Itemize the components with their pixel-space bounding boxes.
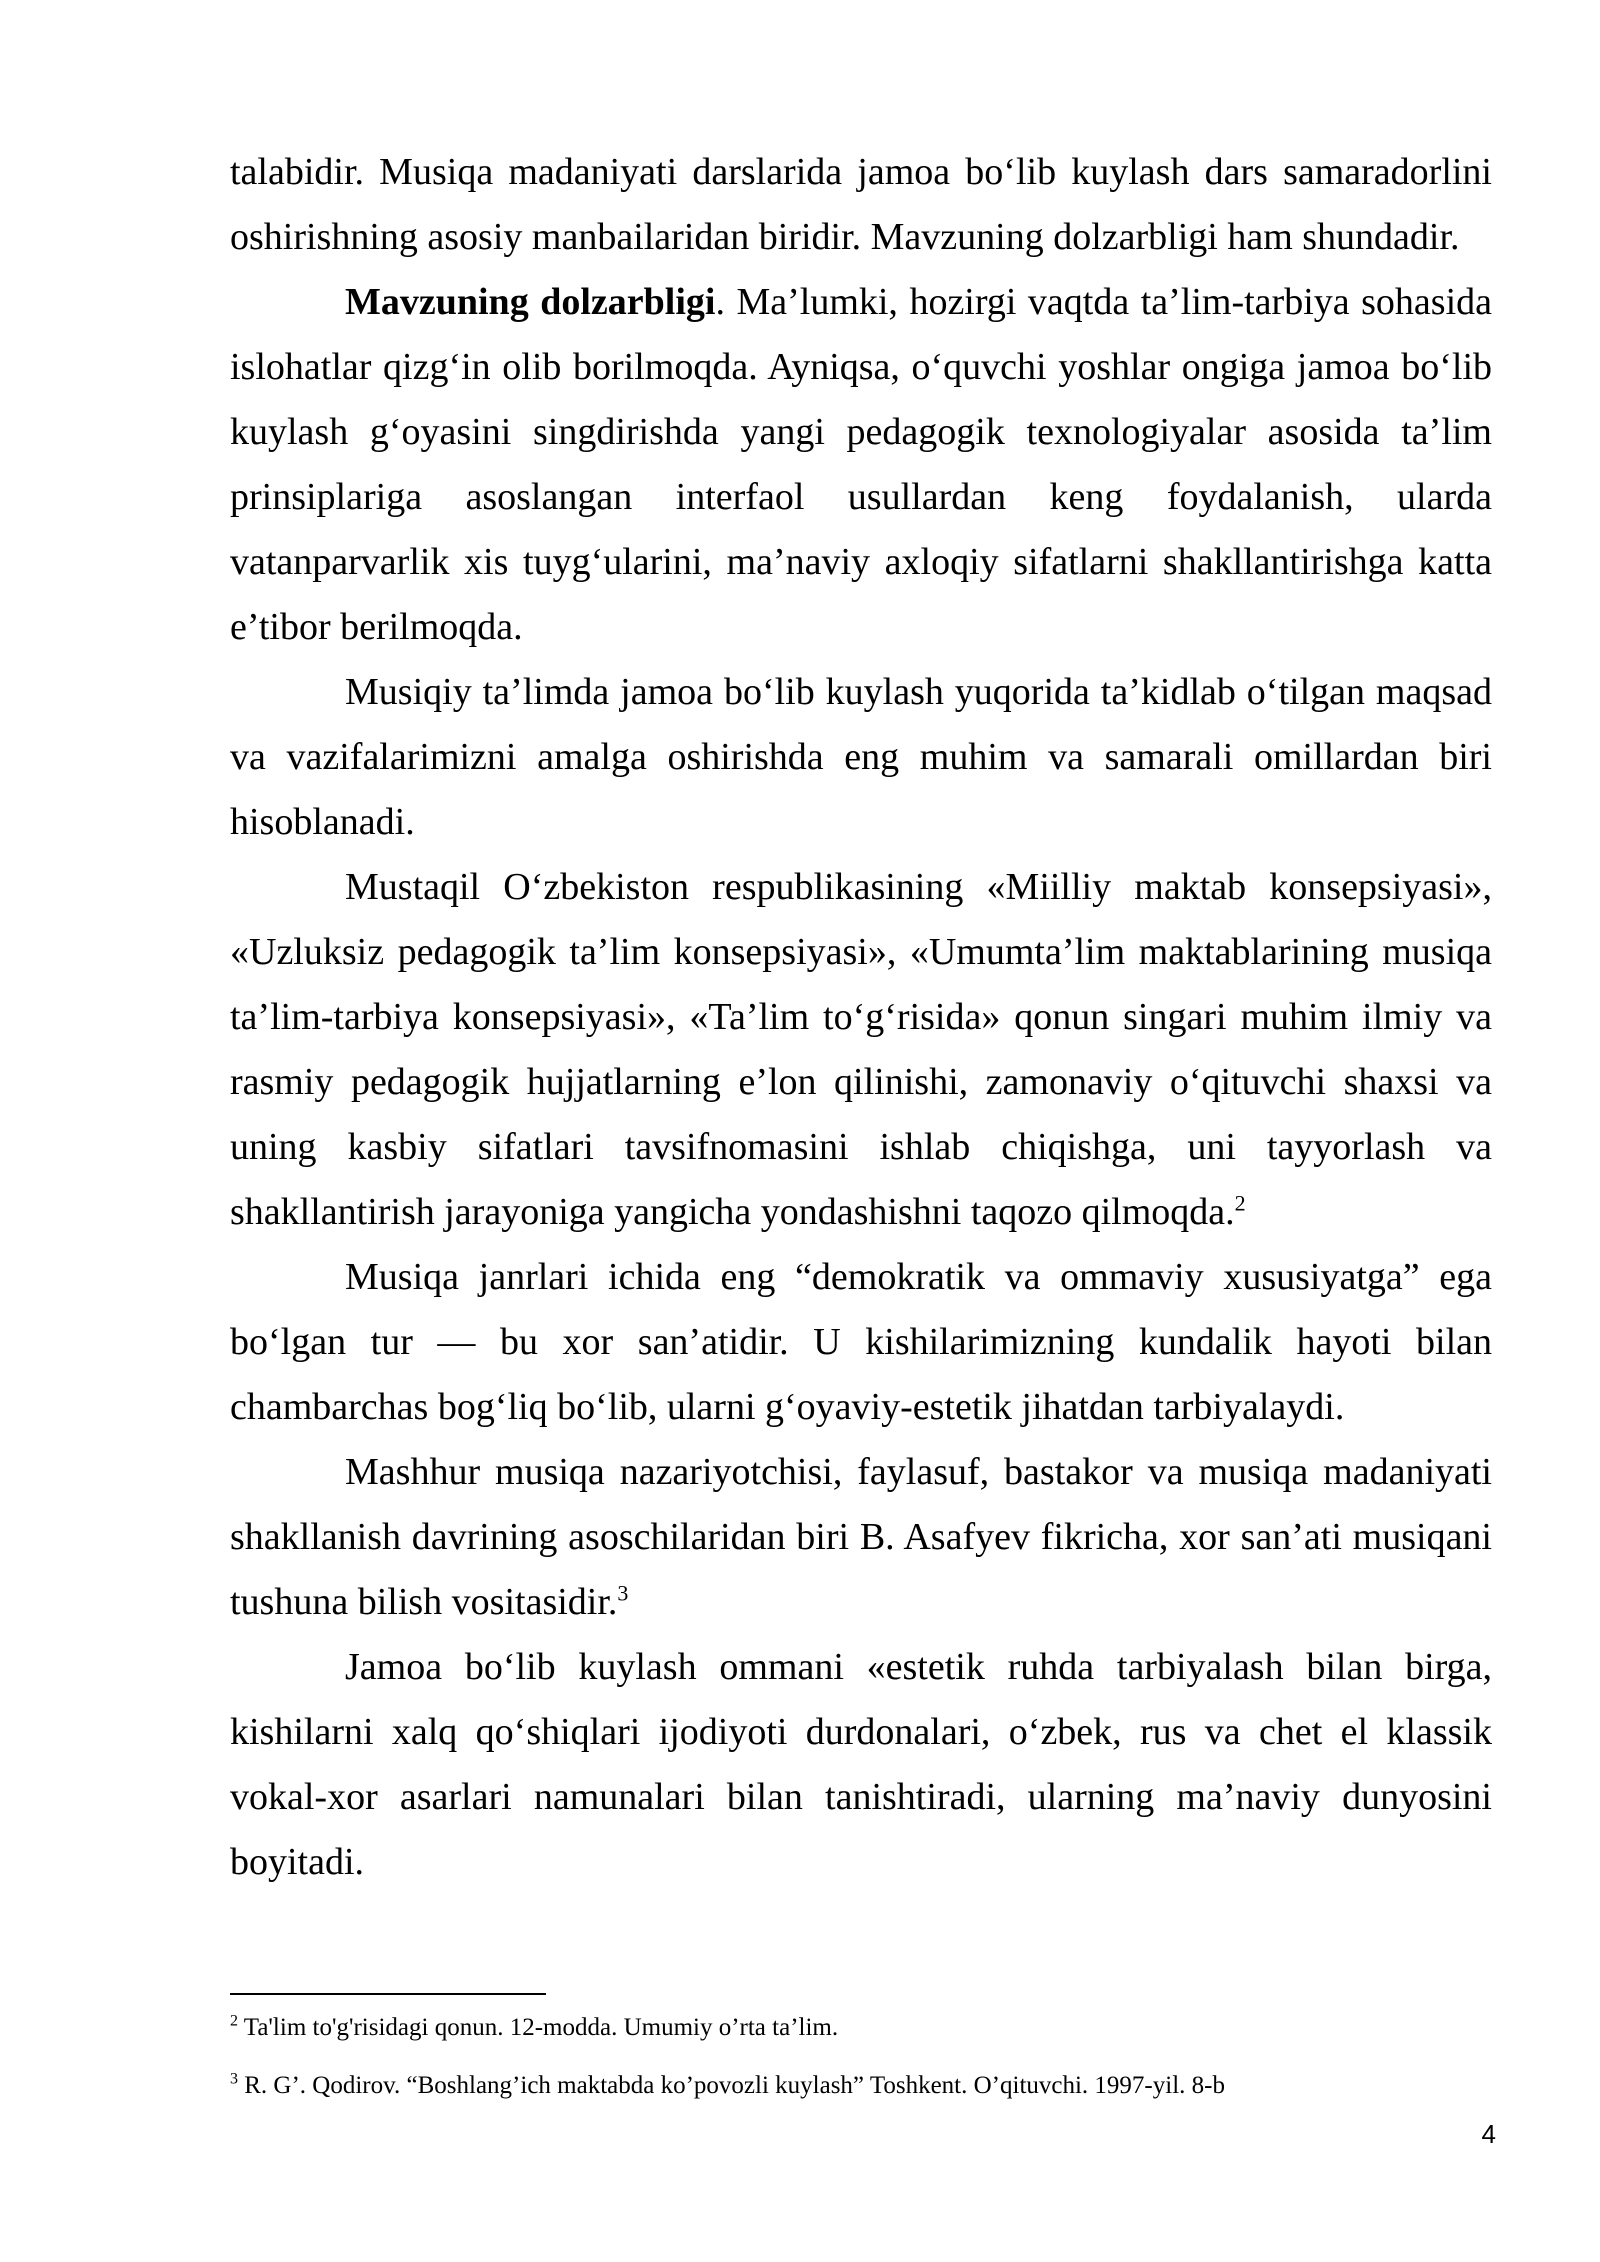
paragraph-2-text: . Ma’lumki, hozirgi vaqtda ta’lim-tarbiya sohasida islohatlar qizg‘in olib borilmoqda. Ayniqsa, o‘quvchi yoshlar ongiga jamoa bo‘lib kuylash g‘oyasini singdirishda yangi pedagogik texnologiyalar asosida ta’lim prinsiplariga asoslangan interfaol usullardan keng foydalanish, ularda vatanparvarlik xis tuyg‘ularini, ma’naviy axloqiy sifatlarni shakllantirishga katta e’tibor berilmoqda. [230, 281, 1492, 648]
footnote-number: 2 [230, 2012, 238, 2030]
paragraph-3-text: Musiqiy ta’limda jamoa bo‘lib kuylash yuqorida ta’kidlab o‘tilgan maqsad va vazifalarimizni amalga oshirishda eng muhim va samarali omillardan biri hisoblanadi. [230, 671, 1492, 843]
footnote-ref-3[interactable]: 3 [617, 1580, 629, 1606]
footnote-2 [230, 2008, 1492, 2048]
paragraph-7 [230, 1635, 1492, 1895]
footnote-text: Ta'lim to'g'risidagi qonun. 12-modda. Umumiy o’rta ta’lim. [238, 2014, 839, 2041]
page-number: 4 [1481, 2119, 1496, 2149]
footnote-3 [230, 2066, 1492, 2106]
paragraph-2 [230, 270, 1492, 660]
footnotes [230, 2008, 1492, 2106]
paragraph-1 [230, 140, 1492, 270]
body-text [230, 140, 1492, 1895]
paragraph-6 [230, 1440, 1492, 1635]
footnote-separator [230, 1993, 546, 1995]
footnote-ref-2[interactable]: 2 [1234, 1190, 1246, 1216]
footnote-number: 3 [230, 2070, 238, 2088]
paragraph-4 [230, 855, 1492, 1245]
topic-relevance-heading: Mavzuning dolzarbligi [345, 281, 716, 323]
paragraph-5 [230, 1245, 1492, 1440]
paragraph-1-text: talabidir. Musiqa madaniyati darslarida jamoa bo‘lib kuylash dars samaradorlini oshirishning asosiy manbailaridan biridir. Mavzuning dolzarbligi ham shundadir. [230, 151, 1492, 258]
paragraph-6-text: Mashhur musiqa nazariyotchisi, faylasuf, bastakor va musiqa madaniyati shakllanish davrining asoschilaridan biri B. Asafyev fikricha, xor san’ati musiqani tushuna bilish vositasidir. [230, 1451, 1492, 1623]
paragraph-3 [230, 660, 1492, 855]
paragraph-7-text: Jamoa bo‘lib kuylash ommani «estetik ruhda tarbiyalash bilan birga, kishilarni xalq qo‘shiqlari ijodiyoti durdonalari, o‘zbek, rus va chet el klassik vokal-xor asarlari namunalari bilan tanishtiradi, ularning ma’naviy dunyosini boyitadi. [230, 1646, 1492, 1883]
paragraph-5-text: Musiqa janrlari ichida eng “demokratik va ommaviy xususiyatga” ega bo‘lgan tur — bu xor san’atidir. U kishilarimizning kundalik hayoti bilan chambarchas bog‘liq bo‘lib, ularni g‘oyaviy-estetik jihatdan tarbiyalaydi. [230, 1256, 1492, 1428]
footnote-text: R. G’. Qodirov. “Boshlang’ich maktabda ko’povozli kuylash” Toshkent. O’qituvchi. 1997-yil. 8-b [238, 2072, 1225, 2099]
paragraph-4-text: Mustaqil O‘zbekiston respublikasining «Miilliy maktab konsepsiyasi», «Uzluksiz pedagogik ta’lim konsepsiyasi», «Umumta’lim maktablarining musiqa ta’lim-tarbiya konsepsiyasi», «Ta’lim to‘g‘risida» qonun singari muhim ilmiy va rasmiy pedagogik hujjatlarning e’lon qilinishi, zamonaviy o‘qituvchi shaxsi va uning kasbiy sifatlari tavsifnomasini ishlab chiqishga, uni tayyorlash va shakllantirish jarayoniga yangicha yondashishni taqozo qilmoqda. [230, 866, 1492, 1233]
